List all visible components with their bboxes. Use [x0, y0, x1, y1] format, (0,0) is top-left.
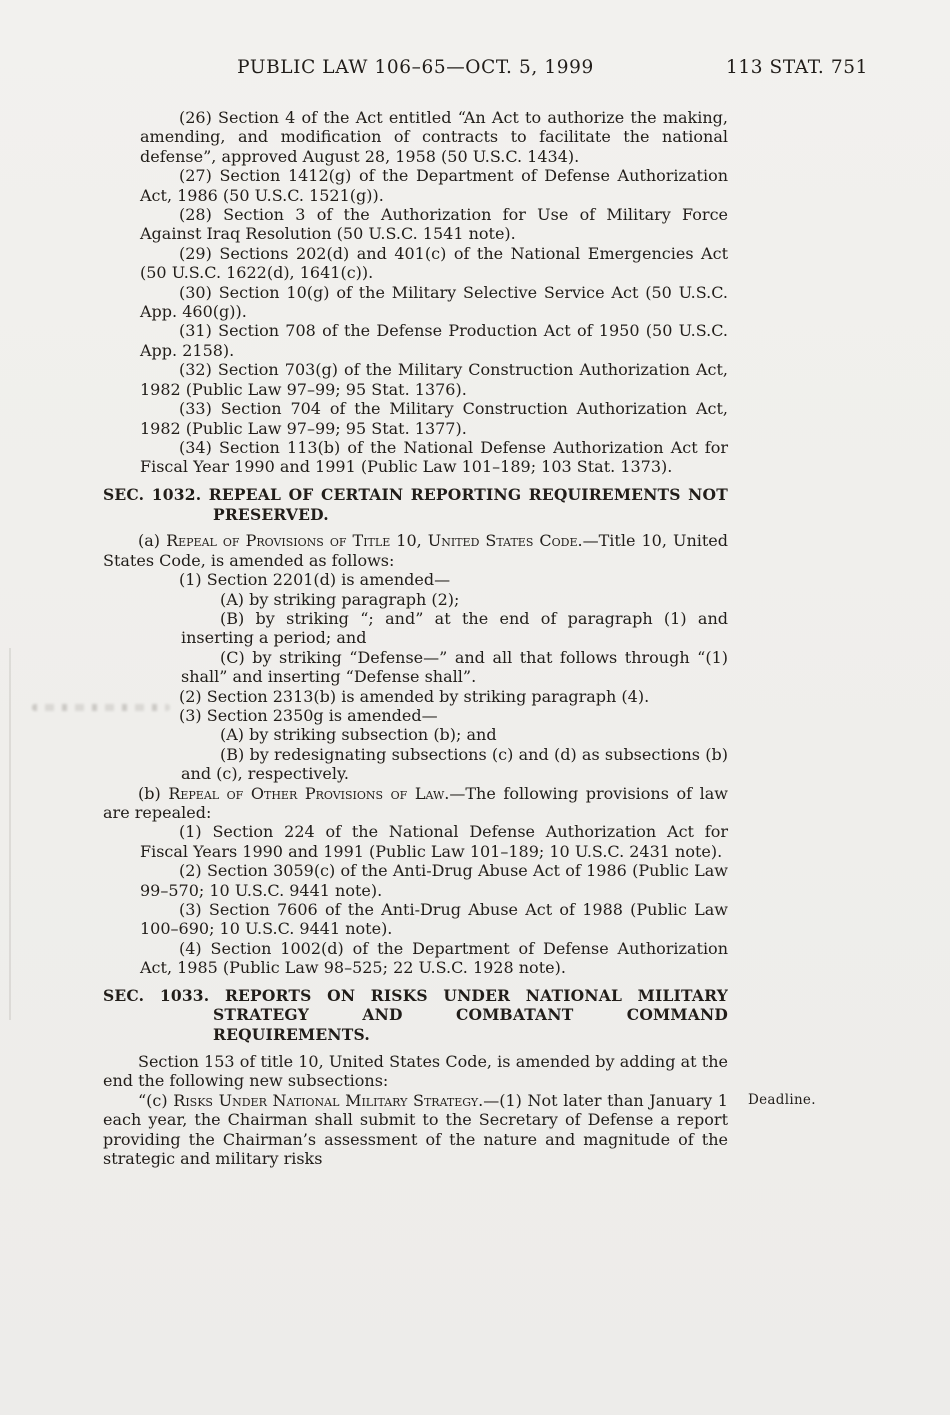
text-segment: (32) Section 703(g) of the Military Construction Authorization Act, 1982 (Public Law 97–99; 95 Stat. 1376). — [140, 360, 728, 399]
text-segment: (28) Section 3 of the Authorization for Use of Military Force Against Iraq Resolution (50 U.S.C. 1541 note). — [140, 205, 728, 244]
statute-paragraph — [140, 399, 728, 438]
text-segment: SEC. 1033. REPORTS ON RISKS UNDER NATIONAL MILITARY STRATEGY AND COMBATANT COMMAND REQUIREMENTS. — [103, 985, 728, 1045]
text-segment: (29) Sections 202(d) and 401(c) of the National Emergencies Act (50 U.S.C. 1622(d), 1641(c)). — [140, 243, 728, 283]
text-segment: (b) — [138, 783, 169, 803]
statute-paragraph — [140, 321, 728, 360]
statute-paragraph — [181, 609, 728, 648]
text-segment: (1) Section 2201(d) is amended— — [179, 570, 451, 590]
page-header-stat-number: 113 STAT. 751 — [725, 57, 868, 78]
statute-paragraph — [140, 706, 728, 725]
text-segment: (B) by striking “; and” at the end of paragraph (1) and inserting a period; and — [181, 608, 728, 648]
text-segment: (1) Section 224 of the National Defense Authorization Act for Fiscal Years 1990 and 1991 (Public Law 101–189; 10 U.S.C. 2431 note). — [140, 822, 728, 861]
statute-paragraph — [140, 166, 728, 205]
scan-edge-line-artifact — [9, 648, 11, 1020]
text-segment: (2) Section 3059(c) of the Anti-Drug Abuse Act of 1986 (Public Law 99–570; 10 U.S.C. 9441 note). — [140, 861, 728, 900]
statute-paragraph — [140, 861, 728, 900]
text-segment: (B) by redesignating subsections (c) and (d) as subsections (b) and (c), respectively. — [181, 744, 728, 784]
text-segment: (27) Section 1412(g) of the Department of Defense Authorization Act, 1986 (50 U.S.C. 1521(g)). — [140, 166, 728, 205]
statute-paragraph — [103, 784, 728, 823]
text-segment: (3) Section 2350g is amended— — [179, 705, 438, 725]
text-segment: (34) Section 113(b) of the National Defense Authorization Act for Fiscal Year 1990 and 1991 (Public Law 101–189; 103 Stat. 1373). — [140, 437, 728, 477]
section-heading — [103, 485, 728, 525]
text-segment: (A) by striking subsection (b); and — [220, 725, 497, 745]
statute-paragraph — [140, 360, 728, 399]
text-segment: “(c) — [138, 1090, 174, 1110]
statute-paragraph — [140, 939, 728, 978]
margin-note: Deadline. — [748, 1091, 816, 1108]
statute-paragraph — [103, 531, 728, 570]
statute-paragraph — [140, 108, 728, 166]
statute-paragraph — [181, 745, 728, 784]
small-caps-text-segment: Repeal of Provisions of Title 10, United States Code.— — [166, 531, 599, 551]
text-segment: (2) Section 2313(b) is amended by striking paragraph (4). — [179, 686, 650, 706]
statute-paragraph — [103, 1052, 728, 1091]
statute-paragraph — [140, 205, 728, 244]
statute-paragraph — [140, 244, 728, 283]
text-segment: (33) Section 704 of the Military Construction Authorization Act, 1982 (Public Law 97–99; 95 Stat. 1377). — [140, 399, 728, 438]
section-heading — [103, 986, 728, 1045]
text-segment: (30) Section 10(g) of the Military Selective Service Act (50 U.S.C. App. 460(g)). — [140, 282, 728, 322]
small-caps-text-segment: Repeal of Other Provisions of Law.— — [168, 783, 466, 803]
statute-paragraph — [103, 1090, 816, 1169]
text-segment: (A) by striking paragraph (2); — [220, 589, 460, 609]
statute-paragraph — [140, 687, 728, 706]
statute-paragraph — [140, 438, 728, 477]
statute-paragraph — [181, 590, 728, 609]
text-segment: (31) Section 708 of the Defense Production Act of 1950 (50 U.S.C. App. 2158). — [140, 321, 728, 360]
statute-paragraph — [140, 283, 728, 322]
scan-smudge-artifact — [32, 704, 170, 711]
text-segment: Title 10, United States Code, is amended as follows: — [103, 531, 729, 570]
text-segment: (C) by striking “Defense—” and all that follows through “(1) shall” and inserting “Defense shall”. — [181, 647, 728, 687]
text-segment: (3) Section 7606 of the Anti-Drug Abuse Act of 1988 (Public Law 100–690; 10 U.S.C. 9441 note). — [140, 900, 728, 939]
statute-paragraph — [140, 570, 728, 589]
page-header-law-title: PUBLIC LAW 106–65—OCT. 5, 1999 — [237, 57, 594, 78]
statute-paragraph — [181, 648, 728, 687]
text-segment: Section 153 of title 10, United States Code, is amended by adding at the end the following new subsections: — [103, 1052, 728, 1091]
statute-paragraph — [181, 725, 728, 744]
text-segment: (1) Not later than January 1 each year, the Chairman shall submit to the Secretary of Defense a report providing the Chairman’s assessment of the nature and magnitude of the strategic and military risks — [103, 1090, 728, 1169]
small-caps-text-segment: Risks Under National Military Strategy.— — [173, 1090, 500, 1110]
text-segment: The following provisions of law are repealed: — [103, 783, 728, 822]
text-segment: SEC. 1032. REPEAL OF CERTAIN REPORTING REQUIREMENTS NOT PRESERVED. — [103, 484, 728, 524]
document-content — [103, 108, 816, 1169]
statute-paragraph — [140, 822, 728, 861]
text-segment: (26) Section 4 of the Act entitled “An Act to authorize the making, amending, and modification of contracts to facilitate the national defense”, approved August 28, 1958 (50 U.S.C. 1434). — [140, 108, 728, 166]
text-segment: (4) Section 1002(d) of the Department of Defense Authorization Act, 1985 (Public Law 98–525; 22 U.S.C. 1928 note). — [140, 938, 728, 978]
text-segment: (a) — [138, 531, 167, 551]
statute-paragraph — [140, 900, 728, 939]
